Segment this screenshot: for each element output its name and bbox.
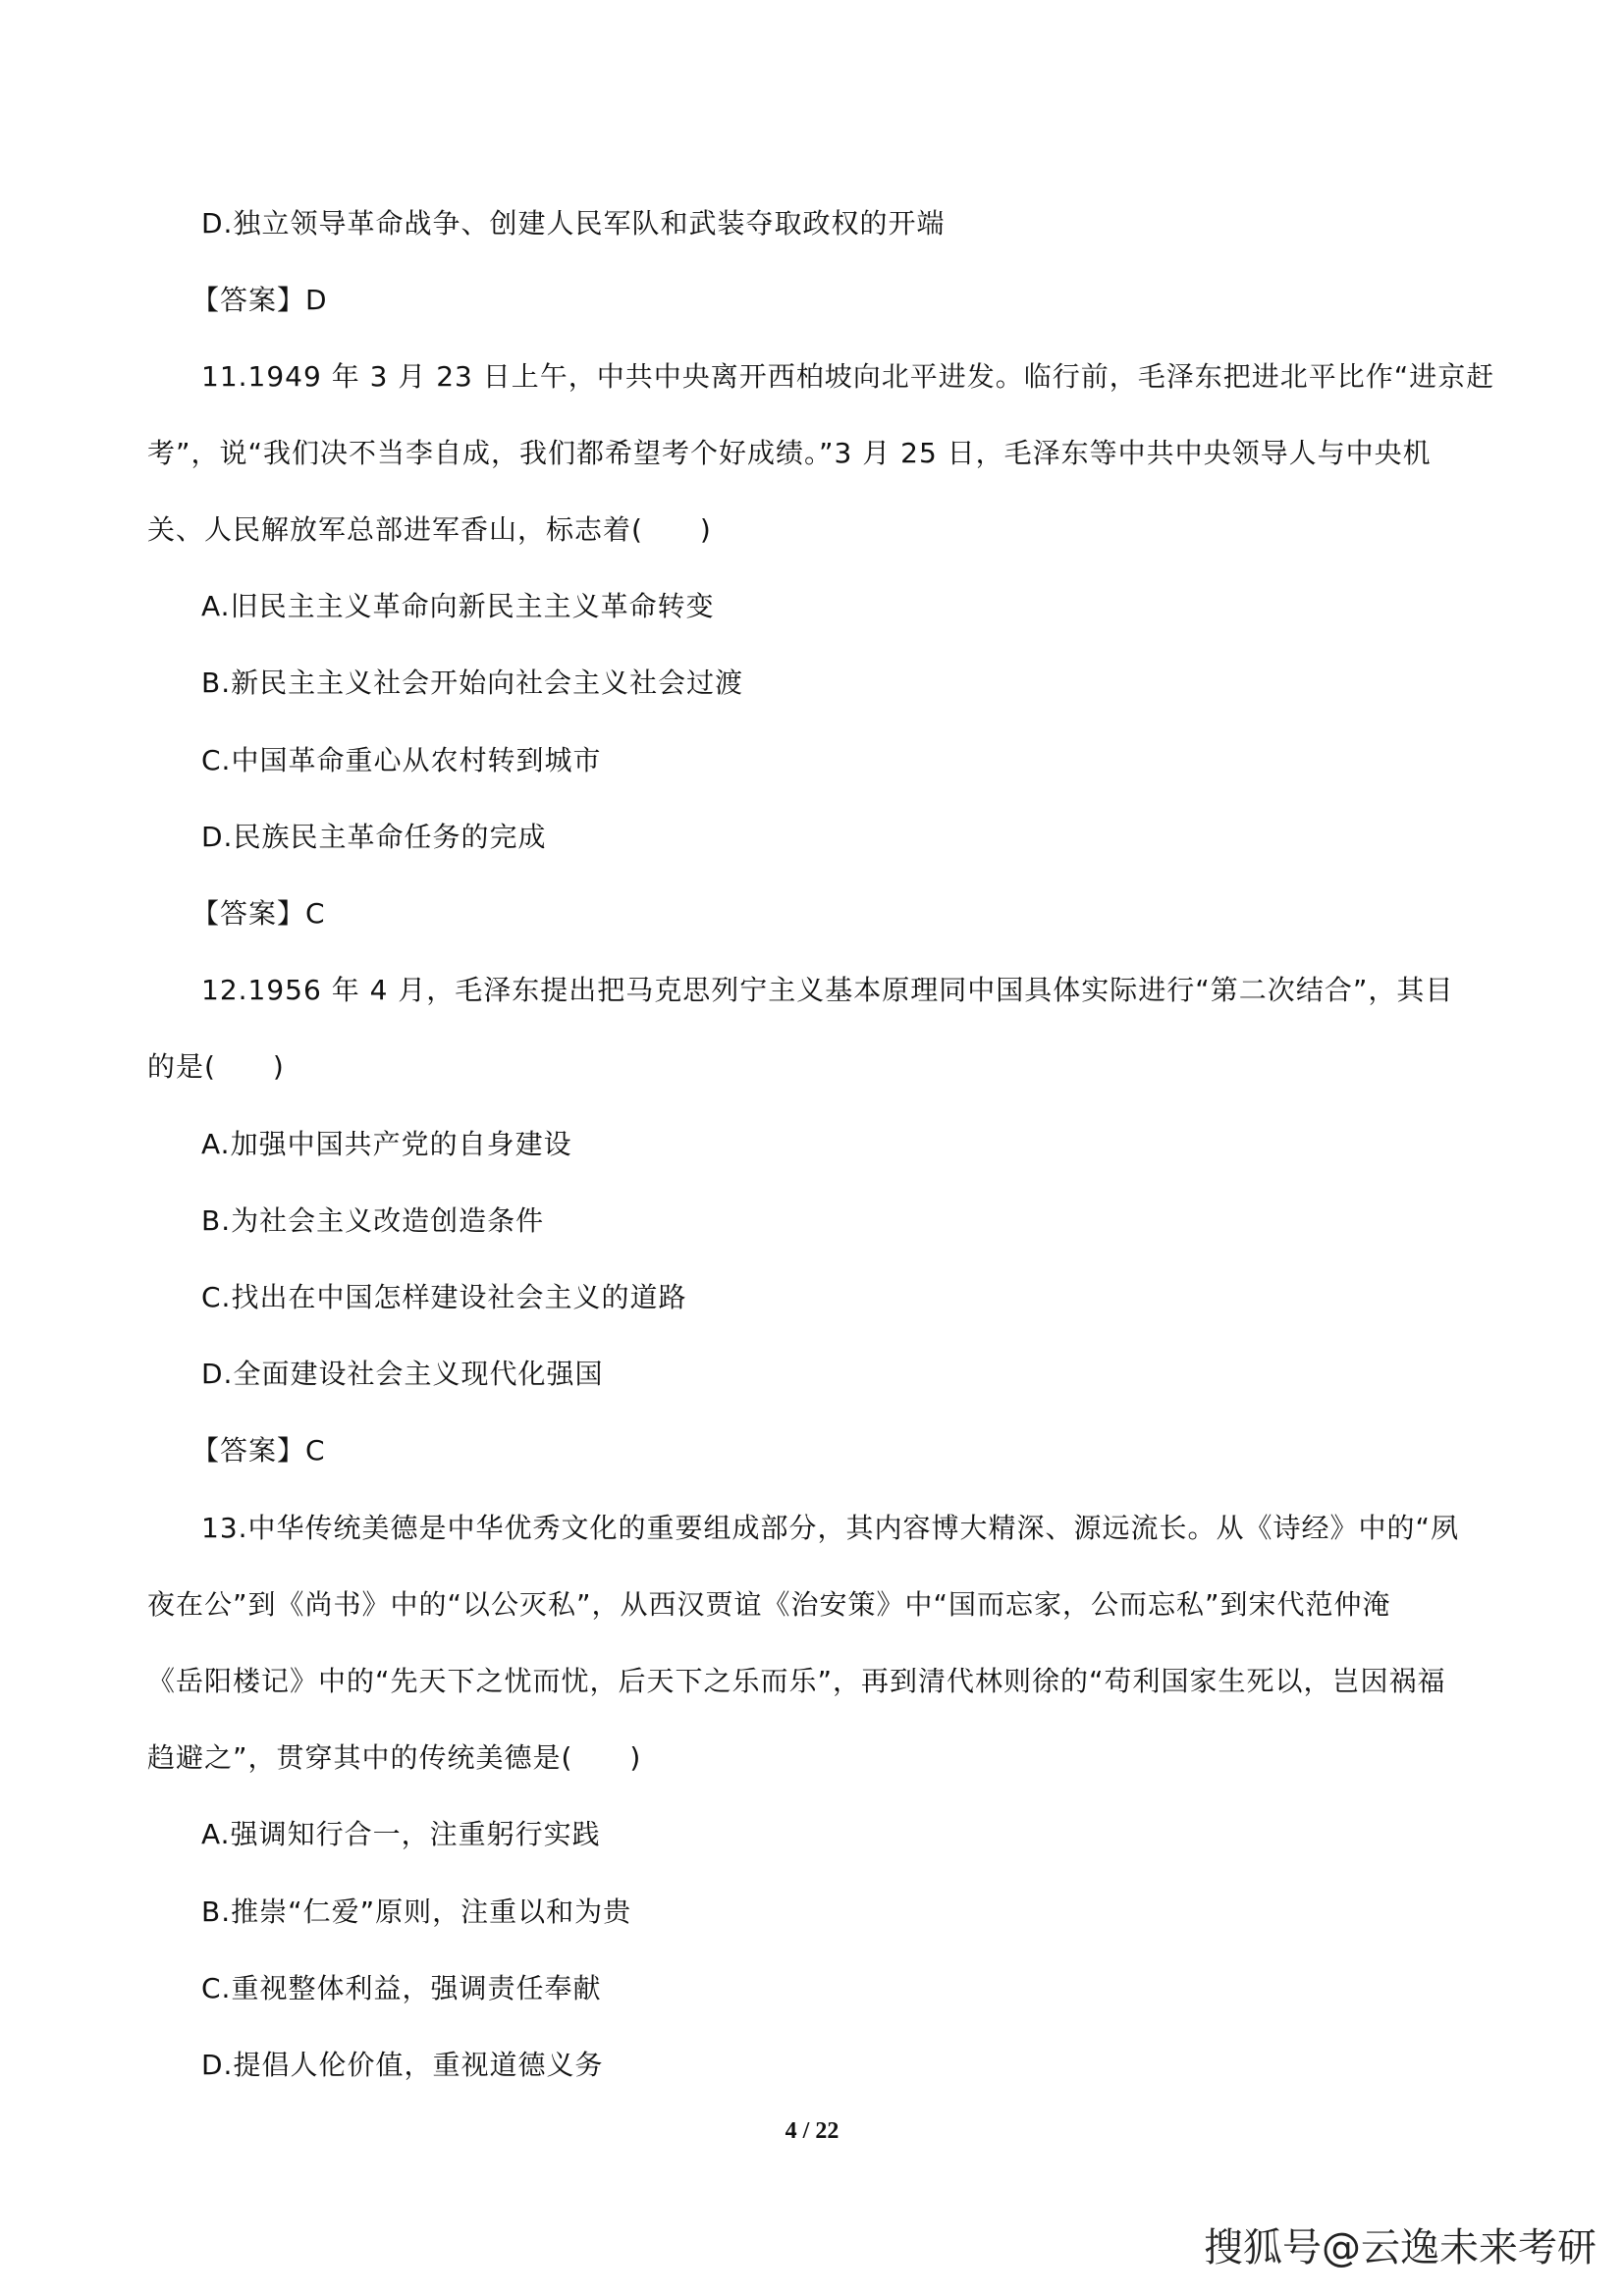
q11-option-a: A.旧民主主义革命向新民主主义革命转变	[201, 590, 715, 622]
q13-option-a: A.强调知行合一，注重躬行实践	[201, 1818, 601, 1850]
q10-option-d: D.独立领导革命战争、创建人民军队和武装夺取政权的开端	[201, 207, 946, 240]
q12-option-b: B.为社会主义改造创造条件	[201, 1204, 545, 1237]
watermark: 搜狐号@云逸未来考研	[1204, 2225, 1597, 2270]
q11-option-d: D.民族民主革命任务的完成	[201, 821, 547, 853]
q13-stem-line2: 夜在公”到《尚书》中的“以公灭私”，从西汉贾谊《治安策》中“国而忘家，公而忘私”到宋代范仲淹	[147, 1588, 1391, 1621]
q13-option-b: B.推崇“仁爱”原则，注重以和为贵	[201, 1896, 632, 1928]
q13-option-c: C.重视整体利益，强调责任奉献	[201, 1972, 602, 2004]
q12-stem-line2: 的是( )	[147, 1050, 285, 1083]
q12-option-a: A.加强中国共产党的自身建设	[201, 1128, 572, 1160]
q11-answer: 【答案】C	[191, 897, 326, 930]
q12-option-c: C.找出在中国怎样建设社会主义的道路	[201, 1281, 687, 1313]
q10-answer: 【答案】D	[191, 284, 328, 316]
q13-stem-line1: 13.中华传统美德是中华优秀文化的重要组成部分，其内容博大精深、源远流长。从《诗经》中的“夙	[201, 1512, 1460, 1544]
q12-stem-line1: 12.1956 年 4 月，毛泽东提出把马克思列宁主义基本原理同中国具体实际进行“第二次结合”，其目	[201, 974, 1454, 1006]
page-number: 4 / 22	[785, 2118, 839, 2144]
q11-option-c: C.中国革命重心从农村转到城市	[201, 744, 602, 776]
q13-option-d: D.提倡人伦价值，重视道德义务	[201, 2049, 604, 2081]
q11-stem-line1: 11.1949 年 3 月 23 日上午，中共中央离开西柏坡向北平进发。临行前，毛泽东把进北平比作“进京赶	[201, 360, 1495, 393]
q11-option-b: B.新民主主义社会开始向社会主义社会过渡	[201, 667, 744, 699]
q12-option-d: D.全面建设社会主义现代化强国	[201, 1358, 604, 1390]
q13-stem-line3: 《岳阳楼记》中的“先天下之忧而忧，后天下之乐而乐”，再到清代林则徐的“苟利国家生死以，岂因祸福	[147, 1665, 1446, 1697]
q11-stem-line2: 考”，说“我们决不当李自成，我们都希望考个好成绩。”3 月 25 日，毛泽东等中共中央领导人与中央机	[147, 437, 1432, 469]
q13-stem-line4: 趋避之”，贯穿其中的传统美德是( )	[147, 1741, 642, 1774]
q12-answer: 【答案】C	[191, 1434, 326, 1467]
q11-stem-line3: 关、人民解放军总部进军香山，标志着( )	[147, 513, 712, 546]
